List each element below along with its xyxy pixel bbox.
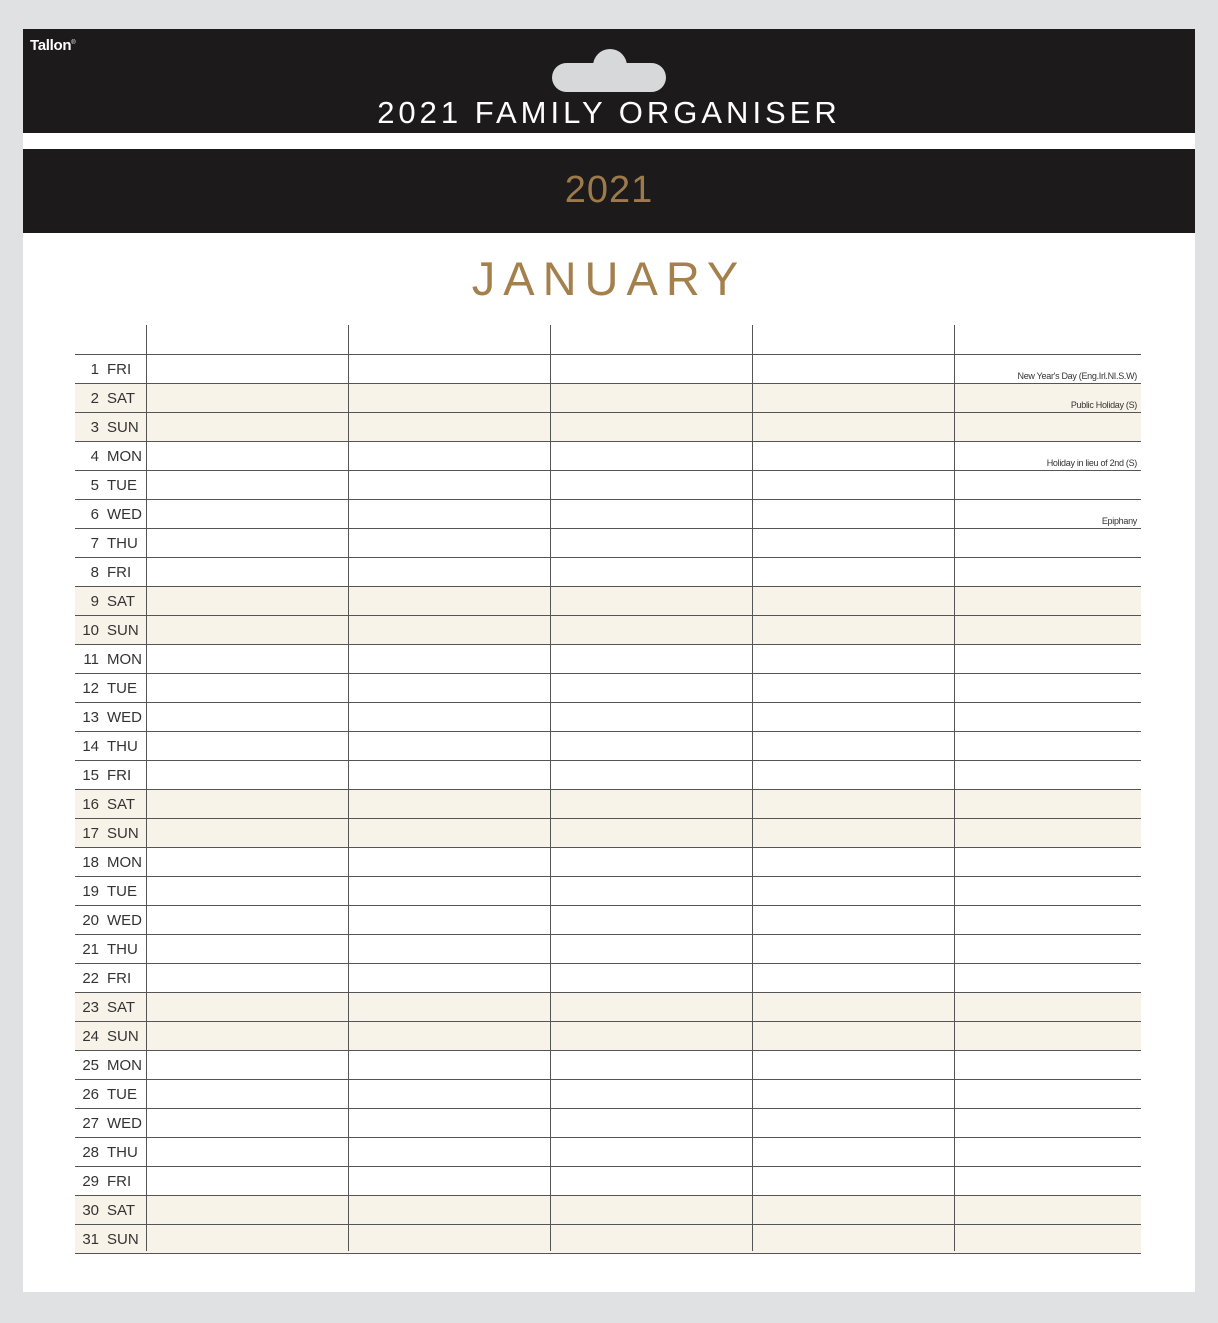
holiday-note: Holiday in lieu of 2nd (S) [1046, 458, 1137, 468]
day-row [75, 1050, 1141, 1079]
hanger-hole [552, 63, 666, 92]
brand-name: Tallon [30, 37, 72, 54]
day-row [75, 818, 1141, 847]
day-number: 23 [82, 999, 99, 1016]
day-row [75, 499, 1141, 528]
year-title: 2021 [564, 169, 654, 211]
organiser-title: 2021 FAMILY ORGANISER [377, 95, 841, 130]
brand-mark: ® [71, 40, 76, 46]
day-number: 20 [82, 912, 99, 929]
day-row [75, 1021, 1141, 1050]
day-name: TUE [107, 1086, 137, 1103]
day-name: WED [107, 709, 142, 726]
day-number: 2 [90, 390, 99, 407]
day-row [75, 876, 1141, 905]
day-name: FRI [107, 970, 132, 987]
day-row [75, 1108, 1141, 1137]
organiser-sheet [23, 29, 1195, 1292]
day-number: 27 [82, 1115, 99, 1132]
brand-logo [30, 37, 75, 54]
day-row [75, 760, 1141, 789]
month-title: JANUARY [471, 252, 747, 305]
day-row [75, 702, 1141, 731]
day-rows [75, 354, 1141, 1254]
day-number: 4 [90, 448, 99, 465]
day-name: TUE [107, 477, 137, 494]
day-number: 28 [82, 1144, 99, 1161]
day-name: SUN [107, 419, 139, 436]
day-row [75, 731, 1141, 760]
day-name: THU [107, 738, 138, 755]
holiday-note: New Year's Day (Eng.Irl.NI.S.W) [1017, 371, 1137, 381]
day-name: SUN [107, 1231, 139, 1248]
column-divider [550, 325, 551, 1251]
day-row [75, 383, 1141, 412]
day-row [75, 1195, 1141, 1224]
day-number: 8 [90, 564, 99, 581]
header-band [23, 29, 1195, 133]
column-divider [954, 325, 955, 1251]
day-name: SUN [107, 622, 139, 639]
day-row [75, 441, 1141, 470]
day-number: 19 [82, 883, 99, 900]
day-name: THU [107, 941, 138, 958]
day-number: 17 [82, 825, 99, 842]
day-name: SAT [107, 999, 136, 1016]
day-number: 14 [82, 738, 99, 755]
day-number: 1 [90, 361, 99, 378]
holiday-note: Public Holiday (S) [1070, 400, 1137, 410]
day-number: 6 [90, 506, 99, 523]
day-name: THU [107, 1144, 138, 1161]
day-name: SAT [107, 390, 136, 407]
day-name: WED [107, 506, 142, 523]
day-row [75, 1166, 1141, 1195]
day-number: 7 [90, 535, 99, 552]
day-row [75, 557, 1141, 586]
day-number: 18 [82, 854, 99, 871]
day-number: 16 [82, 796, 99, 813]
day-name: FRI [107, 767, 132, 784]
day-row [75, 847, 1141, 876]
day-row [75, 470, 1141, 499]
day-row [75, 644, 1141, 673]
day-number: 13 [82, 709, 99, 726]
day-number: 12 [82, 680, 99, 697]
day-row [75, 615, 1141, 644]
day-name: TUE [107, 883, 137, 900]
day-number: 30 [82, 1202, 99, 1219]
day-number: 5 [90, 477, 99, 494]
day-number: 3 [90, 419, 99, 436]
column-divider [146, 325, 147, 1251]
day-name: WED [107, 912, 142, 929]
day-name: FRI [107, 564, 132, 581]
day-name: MON [107, 651, 142, 668]
day-name: MON [107, 854, 142, 871]
day-name: FRI [107, 1173, 132, 1190]
day-row [75, 963, 1141, 992]
day-name: MON [107, 1057, 142, 1074]
day-row [75, 528, 1141, 557]
day-number: 10 [82, 622, 99, 639]
day-row [75, 1079, 1141, 1108]
day-number: 21 [82, 941, 99, 958]
day-name: THU [107, 535, 138, 552]
day-number: 25 [82, 1057, 99, 1074]
column-divider [348, 325, 349, 1251]
day-row [75, 1137, 1141, 1166]
day-name: SUN [107, 825, 139, 842]
day-name: TUE [107, 680, 137, 697]
day-row [75, 934, 1141, 963]
column-divider [752, 325, 753, 1251]
holiday-note: Epiphany [1101, 516, 1137, 526]
day-number: 31 [82, 1231, 99, 1248]
day-row [75, 1224, 1141, 1254]
day-row [75, 992, 1141, 1021]
day-number: 11 [83, 651, 99, 668]
day-row [75, 412, 1141, 441]
day-number: 15 [82, 767, 99, 784]
day-name: MON [107, 448, 142, 465]
day-name: SUN [107, 1028, 139, 1045]
day-number: 29 [82, 1173, 99, 1190]
day-row [75, 354, 1141, 383]
day-number: 22 [82, 970, 99, 987]
day-number: 24 [82, 1028, 99, 1045]
day-name: FRI [107, 361, 132, 378]
day-name: SAT [107, 796, 136, 813]
day-row [75, 673, 1141, 702]
day-row [75, 905, 1141, 934]
day-row [75, 789, 1141, 818]
day-name: SAT [107, 593, 136, 610]
year-band [23, 149, 1195, 233]
day-name: SAT [107, 1202, 136, 1219]
day-row [75, 586, 1141, 615]
day-name: WED [107, 1115, 142, 1132]
calendar-grid [75, 325, 1141, 1251]
day-number: 9 [90, 593, 99, 610]
day-number: 26 [82, 1086, 99, 1103]
